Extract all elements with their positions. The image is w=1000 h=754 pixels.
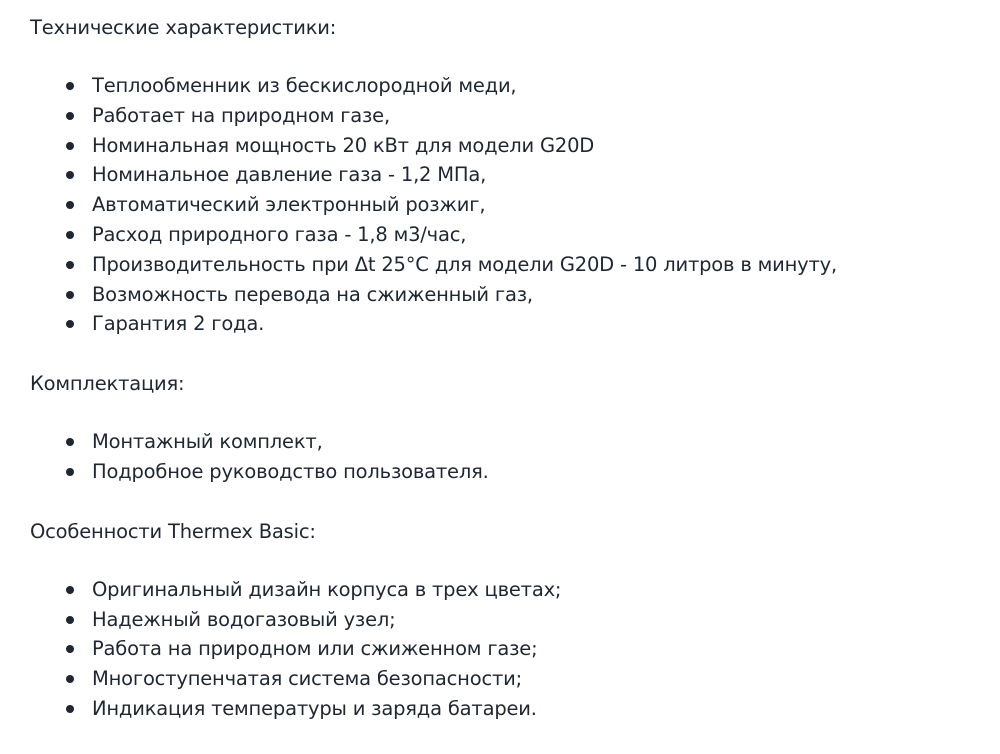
bullet-icon xyxy=(66,201,74,209)
list-item xyxy=(30,427,980,457)
specs-list xyxy=(30,71,980,339)
list-item xyxy=(30,71,980,101)
list-item xyxy=(30,220,980,250)
list-item xyxy=(30,605,980,635)
features-list xyxy=(30,575,980,724)
specs-heading: Технические характеристики: xyxy=(30,16,337,39)
list-item-text: Подробное руководство пользователя. xyxy=(92,459,489,483)
list-item xyxy=(30,131,980,161)
list-item xyxy=(30,575,980,605)
bullet-icon xyxy=(66,675,74,683)
list-item-text: Производительность при Δt 25°С для модели G20D - 10 литров в минуту, xyxy=(92,252,837,276)
list-item xyxy=(30,250,980,280)
bullet-icon xyxy=(66,616,74,624)
list-item xyxy=(30,457,980,487)
list-item xyxy=(30,101,980,131)
bullet-icon xyxy=(66,82,74,90)
list-item-text: Индикация температуры и заряда батареи. xyxy=(92,696,537,720)
list-item-text: Многоступенчатая система безопасности; xyxy=(92,667,522,691)
list-item-text: Надежный водогазовый узел; xyxy=(92,607,396,631)
bullet-icon xyxy=(66,705,74,713)
list-item xyxy=(30,280,980,310)
list-item xyxy=(30,190,980,220)
list-item xyxy=(30,634,980,664)
bullet-icon xyxy=(66,231,74,239)
list-item xyxy=(30,160,980,190)
list-item xyxy=(30,664,980,694)
bullet-icon xyxy=(66,320,74,328)
list-item-text: Номинальное давление газа - 1,2 МПа, xyxy=(92,163,487,187)
list-item-text: Автоматический электронный розжиг, xyxy=(92,193,486,217)
list-item-text: Расход природного газа - 1,8 м3/час, xyxy=(92,222,467,246)
list-item-text: Монтажный комплект, xyxy=(92,430,323,454)
list-item-text: Номинальная мощность 20 кВт для модели G20D xyxy=(92,133,595,157)
bullet-icon xyxy=(66,112,74,120)
list-item-text: Гарантия 2 года. xyxy=(92,312,265,336)
list-item xyxy=(30,309,980,339)
list-item-text: Работа на природном или сжиженном газе; xyxy=(92,637,538,661)
features-heading: Особенности Thermex Basic: xyxy=(30,519,316,543)
list-item-text: Теплообменник из бескислородной меди, xyxy=(92,74,517,97)
list-item-text: Возможность перевода на сжиженный газ, xyxy=(92,282,533,306)
bullet-icon xyxy=(66,142,74,150)
bullet-icon xyxy=(66,586,74,594)
list-item-text: Работает на природном газе, xyxy=(92,103,390,127)
bullet-icon xyxy=(66,261,74,269)
list-item xyxy=(30,694,980,724)
package-heading: Комплектация: xyxy=(30,372,185,396)
bullet-icon xyxy=(66,291,74,299)
bullet-icon xyxy=(66,438,74,446)
product-description xyxy=(30,13,980,754)
bullet-icon xyxy=(66,468,74,476)
bullet-icon xyxy=(66,645,74,653)
list-item-text: Оригинальный дизайн корпуса в трех цветах; xyxy=(92,577,562,601)
bullet-icon xyxy=(66,171,74,179)
package-list xyxy=(30,427,980,487)
